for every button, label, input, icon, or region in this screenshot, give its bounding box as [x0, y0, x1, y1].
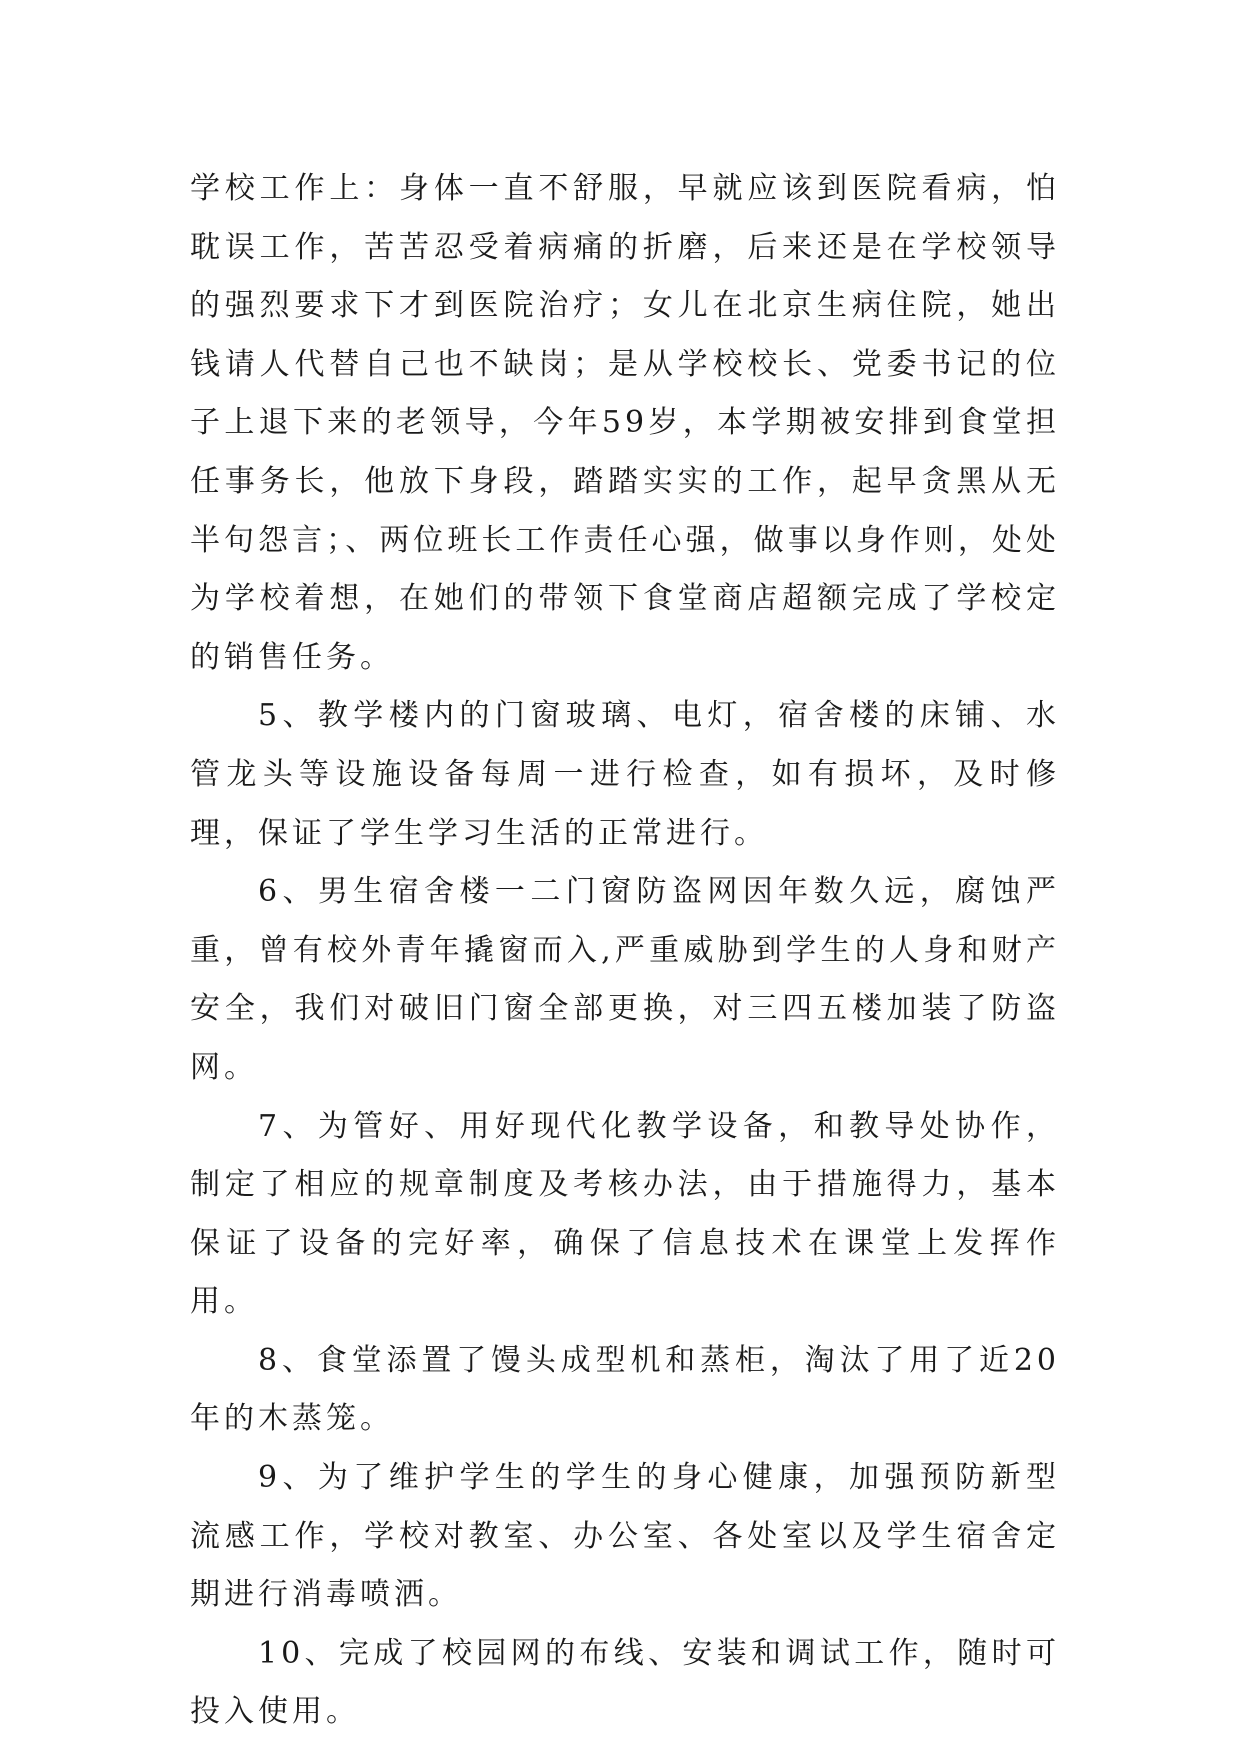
document-body — [190, 160, 1060, 1742]
paragraph-item-8: 8、食堂添置了馒头成型机和蒸柜，淘汰了用了近20年的木蒸笼。 — [190, 1342, 1060, 1437]
paragraph-item-10: 10、完成了校园网的布线、安装和调试工作，随时可投入使用。 — [190, 1635, 1060, 1730]
paragraph-item-6: 6、男生宿舍楼一二门窗防盗网因年数久远，腐蚀严重，曾有校外青年撬窗而入,严重威胁到学生的人身和财产安全，我们对破旧门窗全部更换，对三四五楼加装了防盗网。 — [190, 874, 1060, 1085]
paragraph-item-5: 5、教学楼内的门窗玻璃、电灯，宿舍楼的床铺、水管龙头等设施设备每周一进行检查，如有损坏，及时修理，保证了学生学习生活的正常进行。 — [190, 698, 1060, 851]
paragraph-item-9: 9、为了维护学生的学生的身心健康，加强预防新型流感工作，学校对教室、办公室、各处室以及学生宿舍定期进行消毒喷洒。 — [190, 1460, 1060, 1613]
paragraph-continuation: 学校工作上：身体一直不舒服，早就应该到医院看病，怕耽误工作，苦苦忍受着病痛的折磨，后来还是在学校领导的强烈要求下才到医院治疗；女儿在北京生病住院，她出钱请人代替自己也不缺岗；是从学校校长、党委书记的位子上退下来的老领导，今年59岁，本学期被安排到食堂担任事务长，他放下身段，踏踏实实的工作，起早贪黑从无半句怨言；、两位班长工作责任心强，做事以身作则，处处为学校着想，在她们的带领下食堂商店超额完成了学校定的销售任务。 — [190, 171, 1060, 675]
paragraph-item-7: 7、为管好、用好现代化教学设备，和教导处协作，制定了相应的规章制度及考核办法，由于措施得力，基本保证了设备的完好率，确保了信息技术在课堂上发挥作用。 — [190, 1108, 1060, 1320]
